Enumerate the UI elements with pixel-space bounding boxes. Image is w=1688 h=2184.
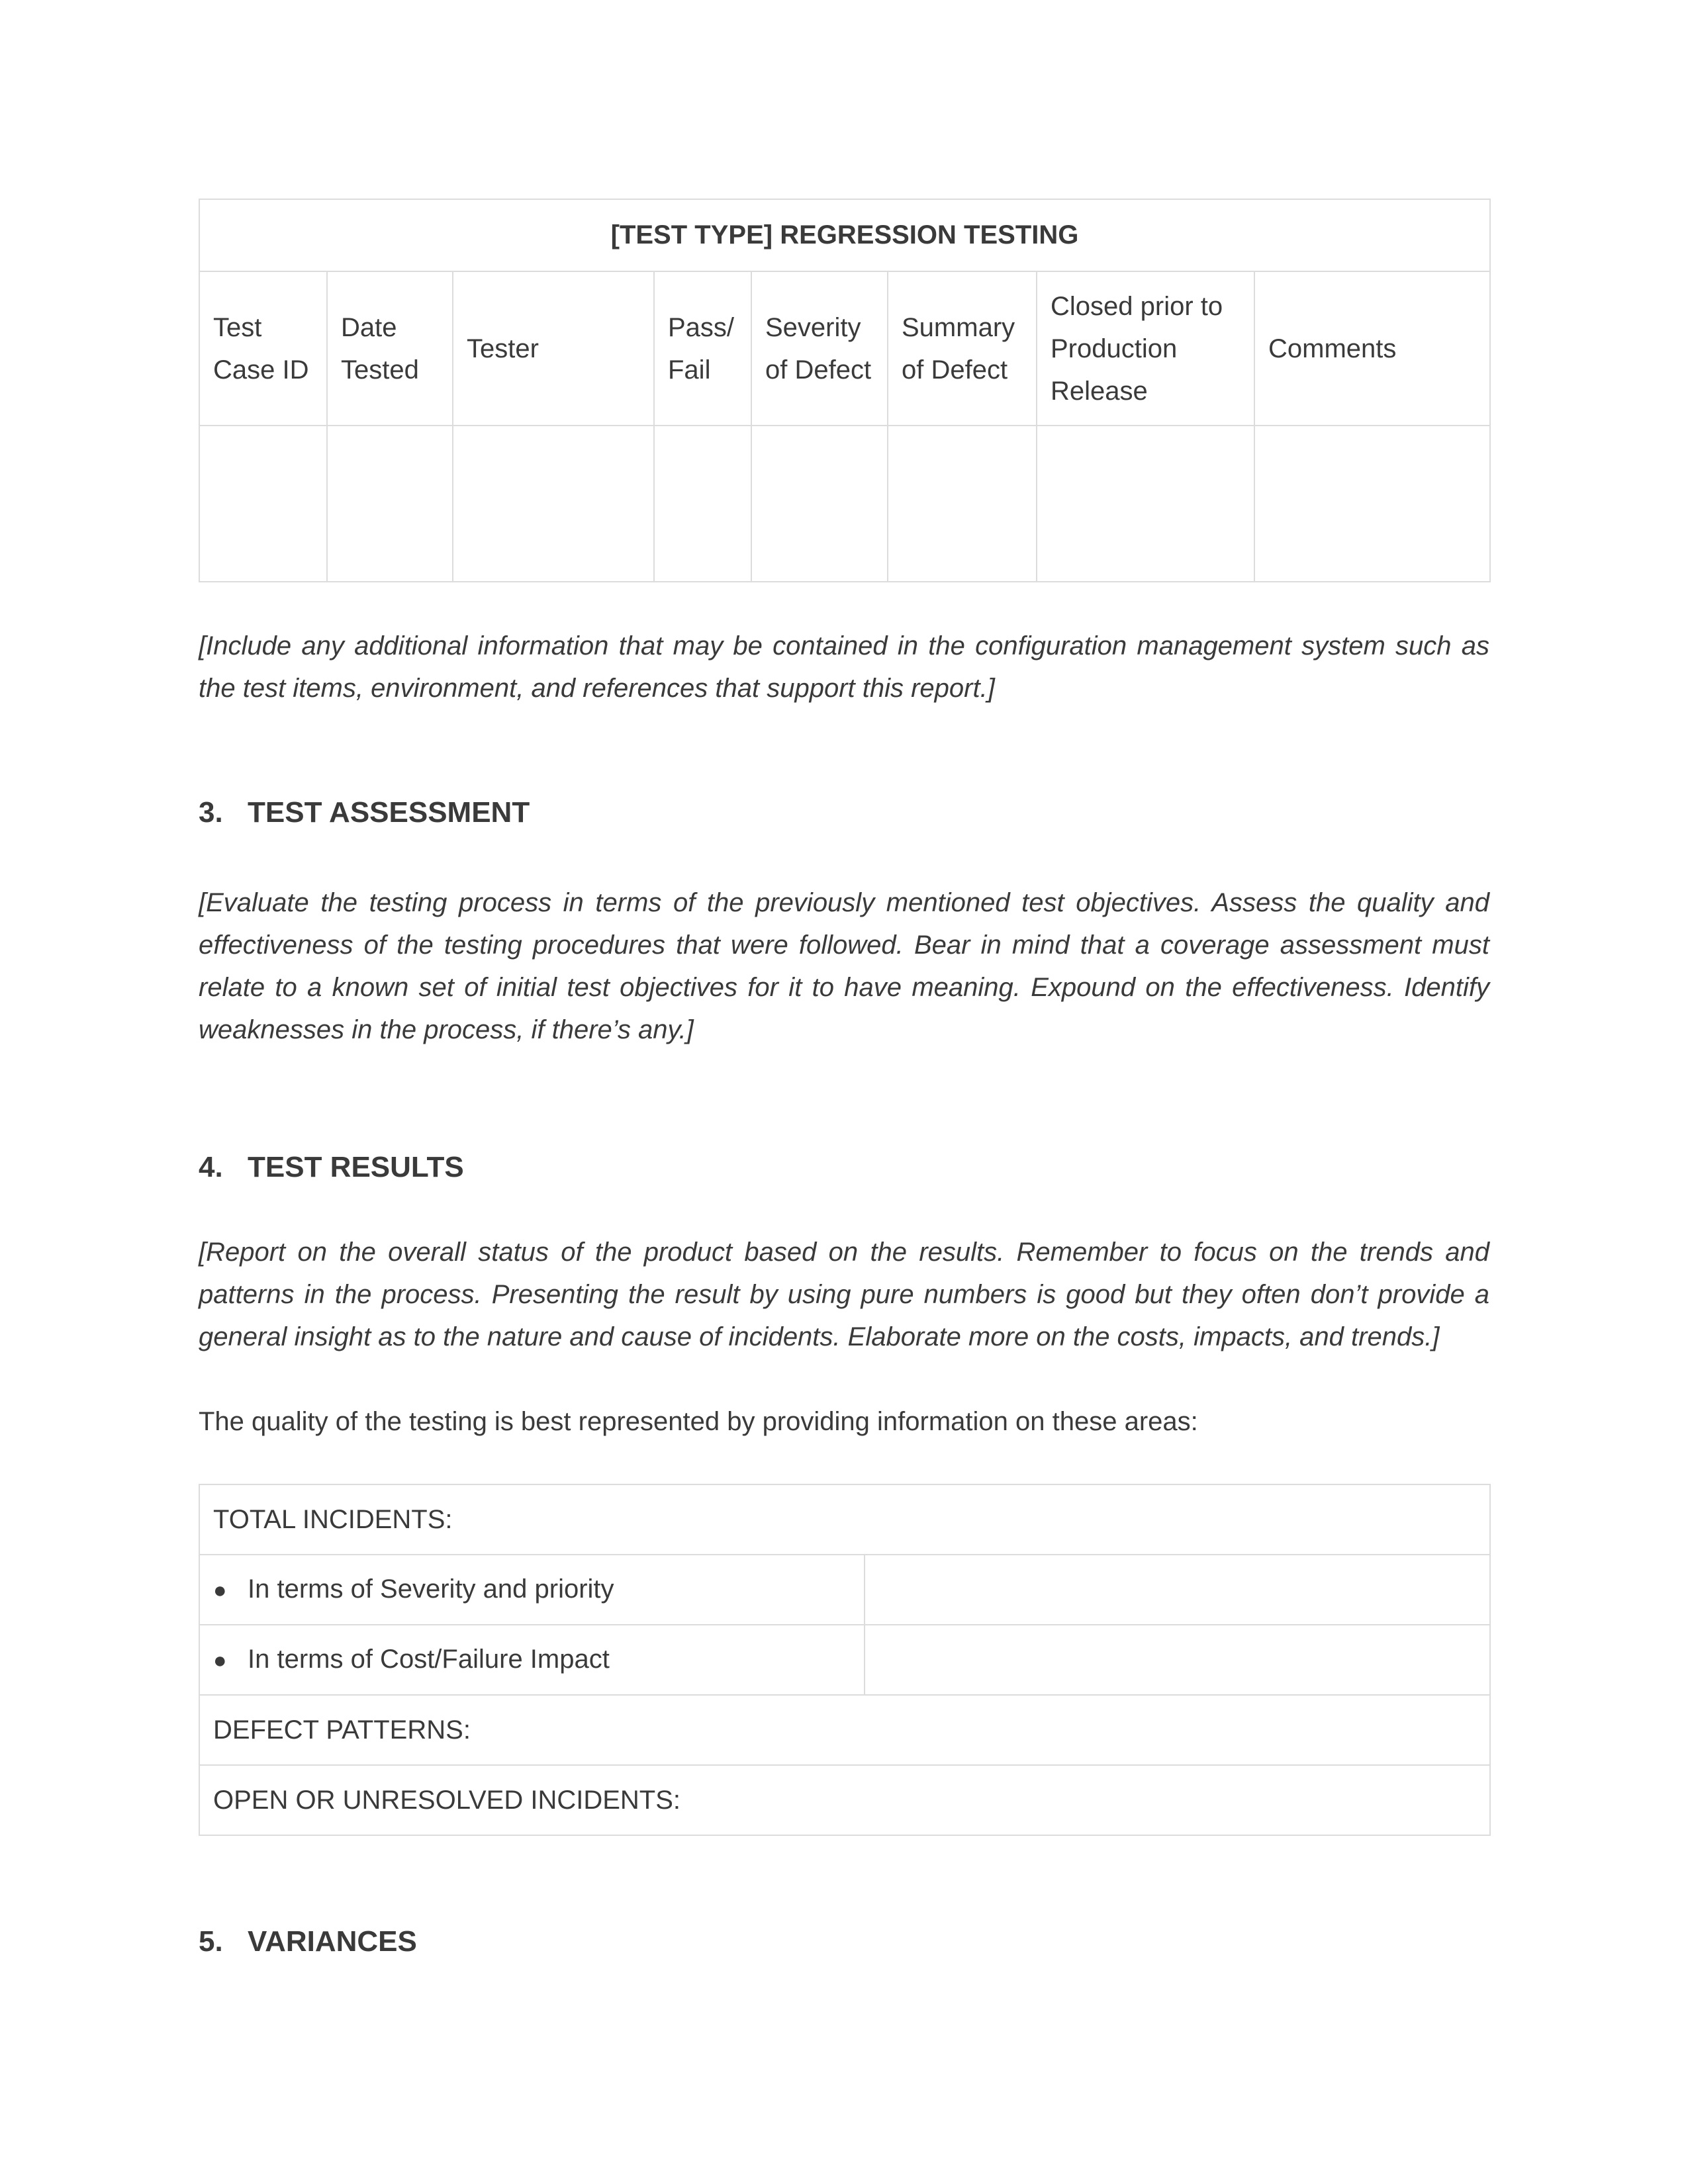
- severity-priority-value-cell[interactable]: [865, 1555, 1490, 1625]
- section-3-number: 3.: [199, 796, 223, 829]
- regression-table-title: [TEST TYPE] REGRESSION TESTING: [199, 199, 1490, 271]
- regression-testing-table: [199, 199, 1491, 582]
- test-assessment-note: [Evaluate the testing process in terms of the previously mentioned test objectives. Assess the quality and effectiveness of the testing procedures that were followed. Bear in mind that a coverage assessment must relate to a known set of initial test objectives for it to have meaning. Expound on the effectiveness. Identify weaknesses in the process, if there’s any.]: [199, 888, 1489, 1044]
- cost-failure-item: [199, 1625, 865, 1695]
- cell-date-tested[interactable]: [327, 426, 453, 582]
- header-tester: Tester: [453, 271, 654, 426]
- cell-comments[interactable]: [1254, 426, 1490, 582]
- section-5-title: VARIANCES: [248, 1925, 417, 1958]
- cell-tester[interactable]: [453, 426, 654, 582]
- section-4-heading: [199, 1148, 1489, 1187]
- header-severity-of-defect: Severity of Defect: [751, 271, 888, 426]
- header-closed-prior-to-release: Closed prior to Production Release: [1037, 271, 1254, 426]
- severity-priority-label: In terms of Severity and priority: [248, 1574, 614, 1604]
- open-unresolved-label[interactable]: OPEN OR UNRESOLVED INCIDENTS:: [199, 1765, 1490, 1835]
- table-row: [199, 426, 1490, 582]
- header-comments: Comments: [1254, 271, 1490, 426]
- section-5-number: 5.: [199, 1925, 223, 1958]
- quality-intro-text: The quality of the testing is best represented by providing information on these areas:: [199, 1407, 1198, 1436]
- quality-areas-table: [199, 1484, 1491, 1836]
- cell-pass-fail[interactable]: [654, 426, 751, 582]
- cell-test-case-id[interactable]: [199, 426, 327, 582]
- config-management-note: [Include any additional information that may be contained in the configuration management system such as the test items, environment, and references that support this report.]: [199, 631, 1489, 703]
- section-5-heading: [199, 1922, 1489, 1962]
- section-4-title: TEST RESULTS: [248, 1151, 464, 1183]
- header-summary-of-defect: Summary of Defect: [888, 271, 1037, 426]
- section-4-number: 4.: [199, 1151, 223, 1183]
- section-3-title: TEST ASSESSMENT: [248, 796, 530, 829]
- defect-patterns-label[interactable]: DEFECT PATTERNS:: [199, 1695, 1490, 1765]
- header-date-tested: Date Tested: [327, 271, 453, 426]
- section-3-heading: [199, 793, 1489, 833]
- cell-summary-of-defect[interactable]: [888, 426, 1037, 582]
- header-pass-fail: Pass/ Fail: [654, 271, 751, 426]
- cell-closed-prior-to-release[interactable]: [1037, 426, 1254, 582]
- total-incidents-label[interactable]: TOTAL INCIDENTS:: [199, 1484, 1490, 1555]
- header-test-case-id: Test Case ID: [199, 271, 327, 426]
- bullet-icon: ●: [213, 1578, 227, 1603]
- severity-priority-item: [199, 1555, 865, 1625]
- cell-severity-of-defect[interactable]: [751, 426, 888, 582]
- cost-failure-label: In terms of Cost/Failure Impact: [248, 1645, 610, 1674]
- bullet-icon: ●: [213, 1648, 227, 1673]
- test-results-note: [Report on the overall status of the product based on the results. Remember to focus on the trends and patterns in the process. Presenting the result by using pure numbers is good but they often don’t provide a general insight as to the nature and cause of incidents. Elaborate more on the costs, impacts, and trends.]: [199, 1238, 1489, 1351]
- cost-failure-value-cell[interactable]: [865, 1625, 1490, 1695]
- document-page: [199, 199, 1489, 1962]
